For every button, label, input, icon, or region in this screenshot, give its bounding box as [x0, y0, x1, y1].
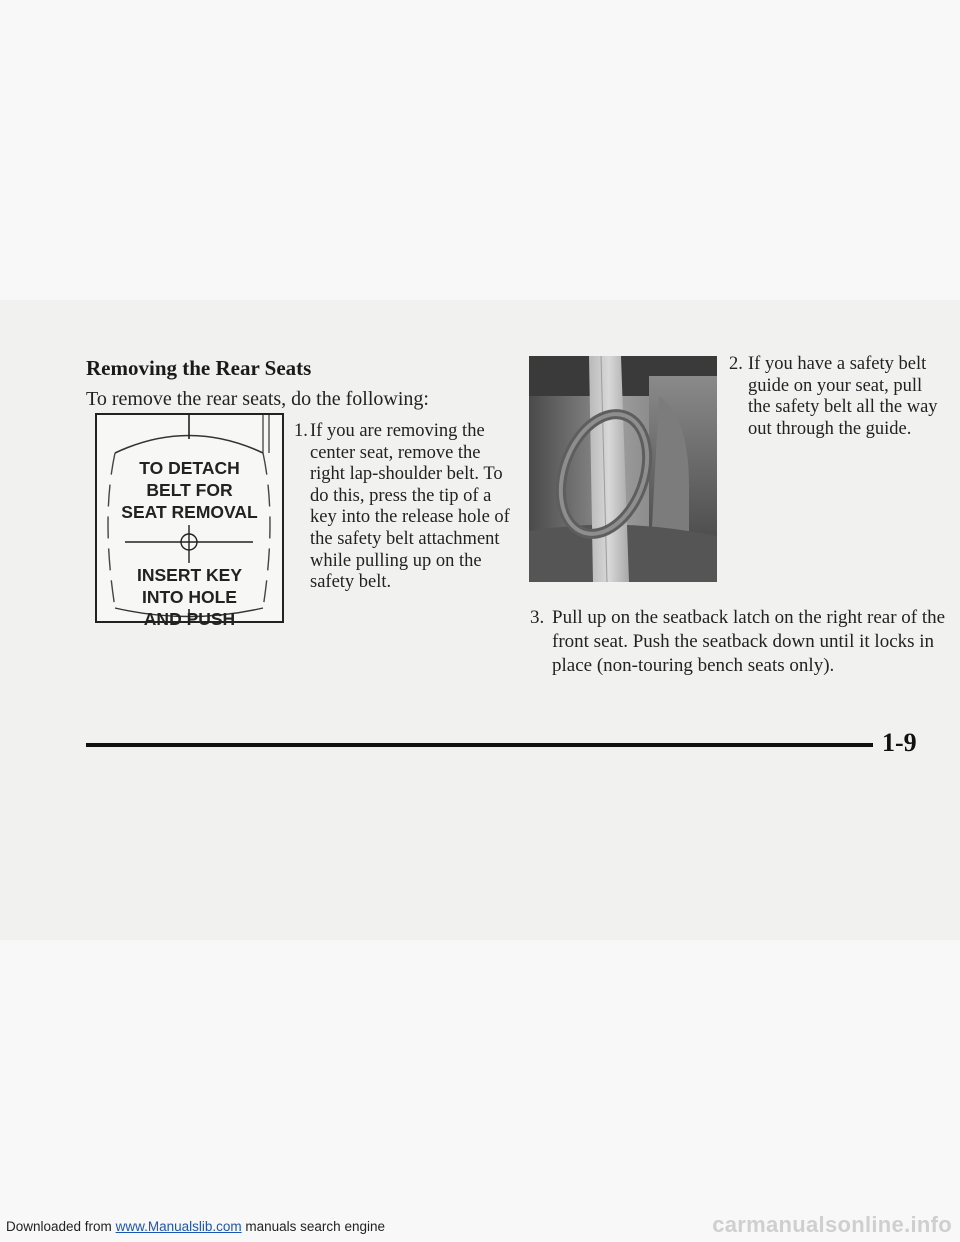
- step-2-number: 2.: [729, 354, 743, 374]
- footer-suffix: manuals search engine: [245, 1219, 385, 1234]
- label-line-3: SEAT REMOVAL: [121, 502, 258, 522]
- label-line-1: TO DETACH: [139, 458, 240, 478]
- step-2: [729, 354, 944, 440]
- page-rule: [86, 743, 873, 747]
- step-1: [294, 421, 514, 594]
- label-line-5: INTO HOLE: [142, 587, 237, 607]
- step-3-text: Pull up on the seatback latch on the right rear of the front seat. Push the seatback down until it locks in place (non-touring bench seats only).: [552, 607, 946, 676]
- belt-detach-label-illustration: [95, 413, 284, 629]
- download-footer: [6, 1219, 385, 1234]
- step-1-text: If you are removing the center seat, remove the right lap-shoulder belt. To do this, press the tip of a key into the release hole of the safety belt attachment while pulling up on the safety belt.: [310, 421, 510, 593]
- watermark-text: carmanualsonline.info: [712, 1212, 952, 1237]
- label-line-4: INSERT KEY: [136, 565, 243, 585]
- intro-text: To remove the rear seats, do the following:: [86, 388, 429, 410]
- label-line-2: BELT FOR: [146, 480, 233, 500]
- manualslib-link[interactable]: www.Manualslib.com: [115, 1219, 242, 1234]
- step-3-number: 3.: [530, 607, 545, 628]
- label-line-6: AND PUSH: [143, 609, 236, 629]
- step-1-number: 1.: [294, 421, 308, 441]
- footer-prefix: Downloaded from: [6, 1219, 112, 1234]
- page-number: 1-9: [882, 728, 917, 757]
- belt-guide-photo: [529, 356, 717, 582]
- section-heading: Removing the Rear Seats: [86, 356, 312, 380]
- step-3: [530, 606, 950, 678]
- belt-guide-photo-drawing: [529, 356, 717, 582]
- step-2-text: If you have a safety belt guide on your seat, pull the safety belt all the way out through the guide.: [748, 354, 938, 439]
